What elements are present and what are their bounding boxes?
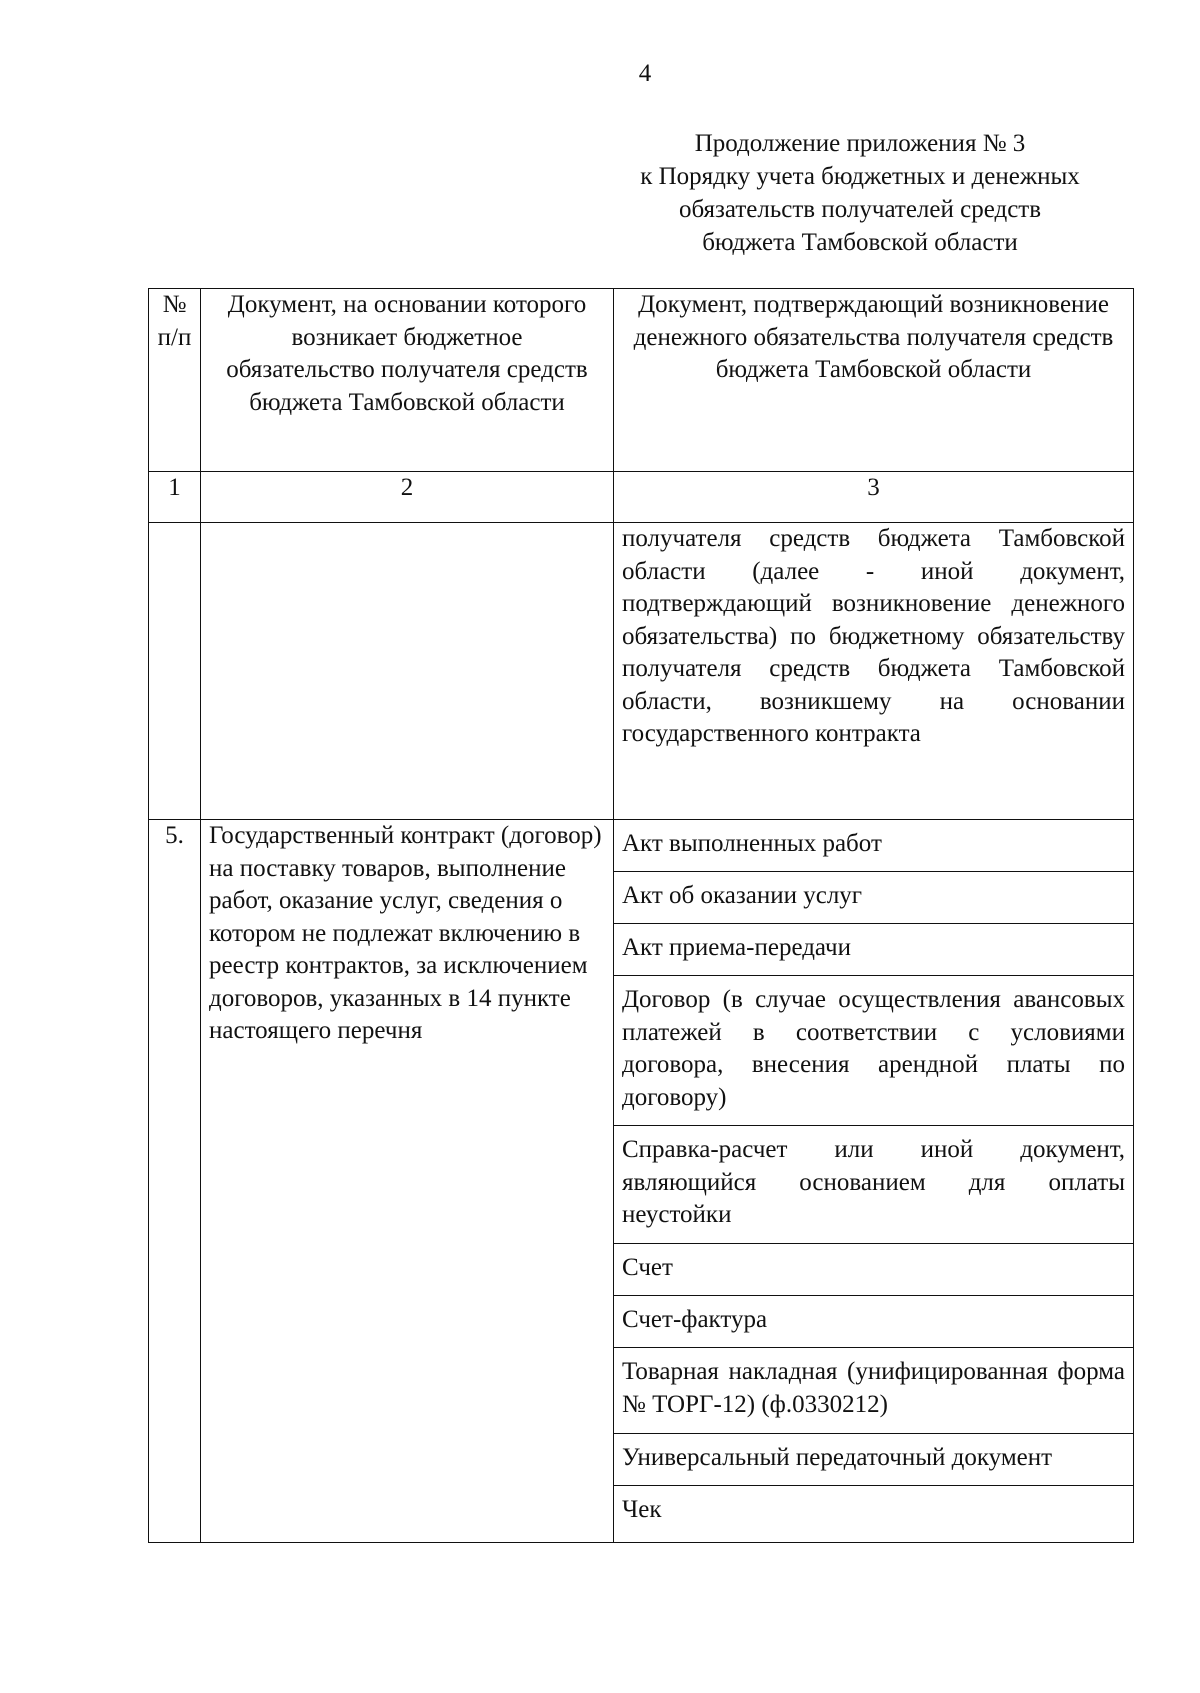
appendix-header-line: бюджета Тамбовской области <box>702 229 1018 256</box>
column-header-number: № п/п <box>149 289 201 472</box>
column-numbers-row <box>149 472 1134 523</box>
row-5-document-5: Справка-расчет или иной документ, являющийся основанием для оплаты неустойки <box>614 1126 1134 1244</box>
row-5-number: 5. <box>149 820 201 1543</box>
appendix-header-line: обязательств получателей средств <box>678 196 1042 223</box>
column-number-2: 2 <box>201 472 614 523</box>
row-5-document-7: Счет-фактура <box>614 1296 1134 1348</box>
continuation-empty-number <box>149 523 201 820</box>
row-5-document-9: Универсальный передаточный документ <box>614 1434 1134 1486</box>
row-5-document-8: Товарная накладная (унифицированная форма № ТОРГ-12) (ф.0330212) <box>614 1348 1134 1434</box>
appendix-header-line: Продолжение приложения № 3 <box>694 130 1026 157</box>
table-header-row <box>149 289 1134 472</box>
row-5-document-3: Акт приема-передачи <box>614 924 1134 976</box>
appendix-header <box>580 127 1140 259</box>
column-header-confirming-document: Документ, подтверждающий возникновение денежного обязательства получателя средств бюджета Тамбовской области <box>614 289 1134 472</box>
row-5-document-1: Акт выполненных работ <box>614 820 1134 872</box>
row-5-document-4: Договор (в случае осуществления авансовых платежей в соответствии с условиями договора, внесения арендной платы по договору) <box>614 976 1134 1126</box>
row-5-document-2: Акт об оказании услуг <box>614 872 1134 924</box>
table-row <box>149 820 1134 872</box>
column-number-1: 1 <box>149 472 201 523</box>
continuation-text: получателя средств бюджета Тамбовской области (далее - иной документ, подтверждающий возникновение денежного обязательства) по бюджетному обязательству получателя средств бюджета Тамбовской области, возникшему на основании государственного контракта <box>614 523 1134 820</box>
continuation-empty-basis <box>201 523 614 820</box>
page-number: 4 <box>638 60 652 87</box>
appendix-header-line: к Порядку учета бюджетных и денежных <box>640 163 1080 190</box>
column-header-basis-document: Документ, на основании которого возникает бюджетное обязательство получателя средств бюджета Тамбовской области <box>201 289 614 472</box>
row-5-document-10: Чек <box>614 1486 1134 1543</box>
column-number-3: 3 <box>614 472 1134 523</box>
row-5-basis-document: Государственный контракт (договор) на поставку товаров, выполнение работ, оказание услуг, сведения о котором не подлежат включению в реестр контрактов, за исключением договоров, указанных в 14 пункте настоящего перечня <box>201 820 614 1543</box>
continuation-row <box>149 523 1134 820</box>
document-table <box>148 288 1134 1543</box>
row-5-document-6: Счет <box>614 1244 1134 1296</box>
